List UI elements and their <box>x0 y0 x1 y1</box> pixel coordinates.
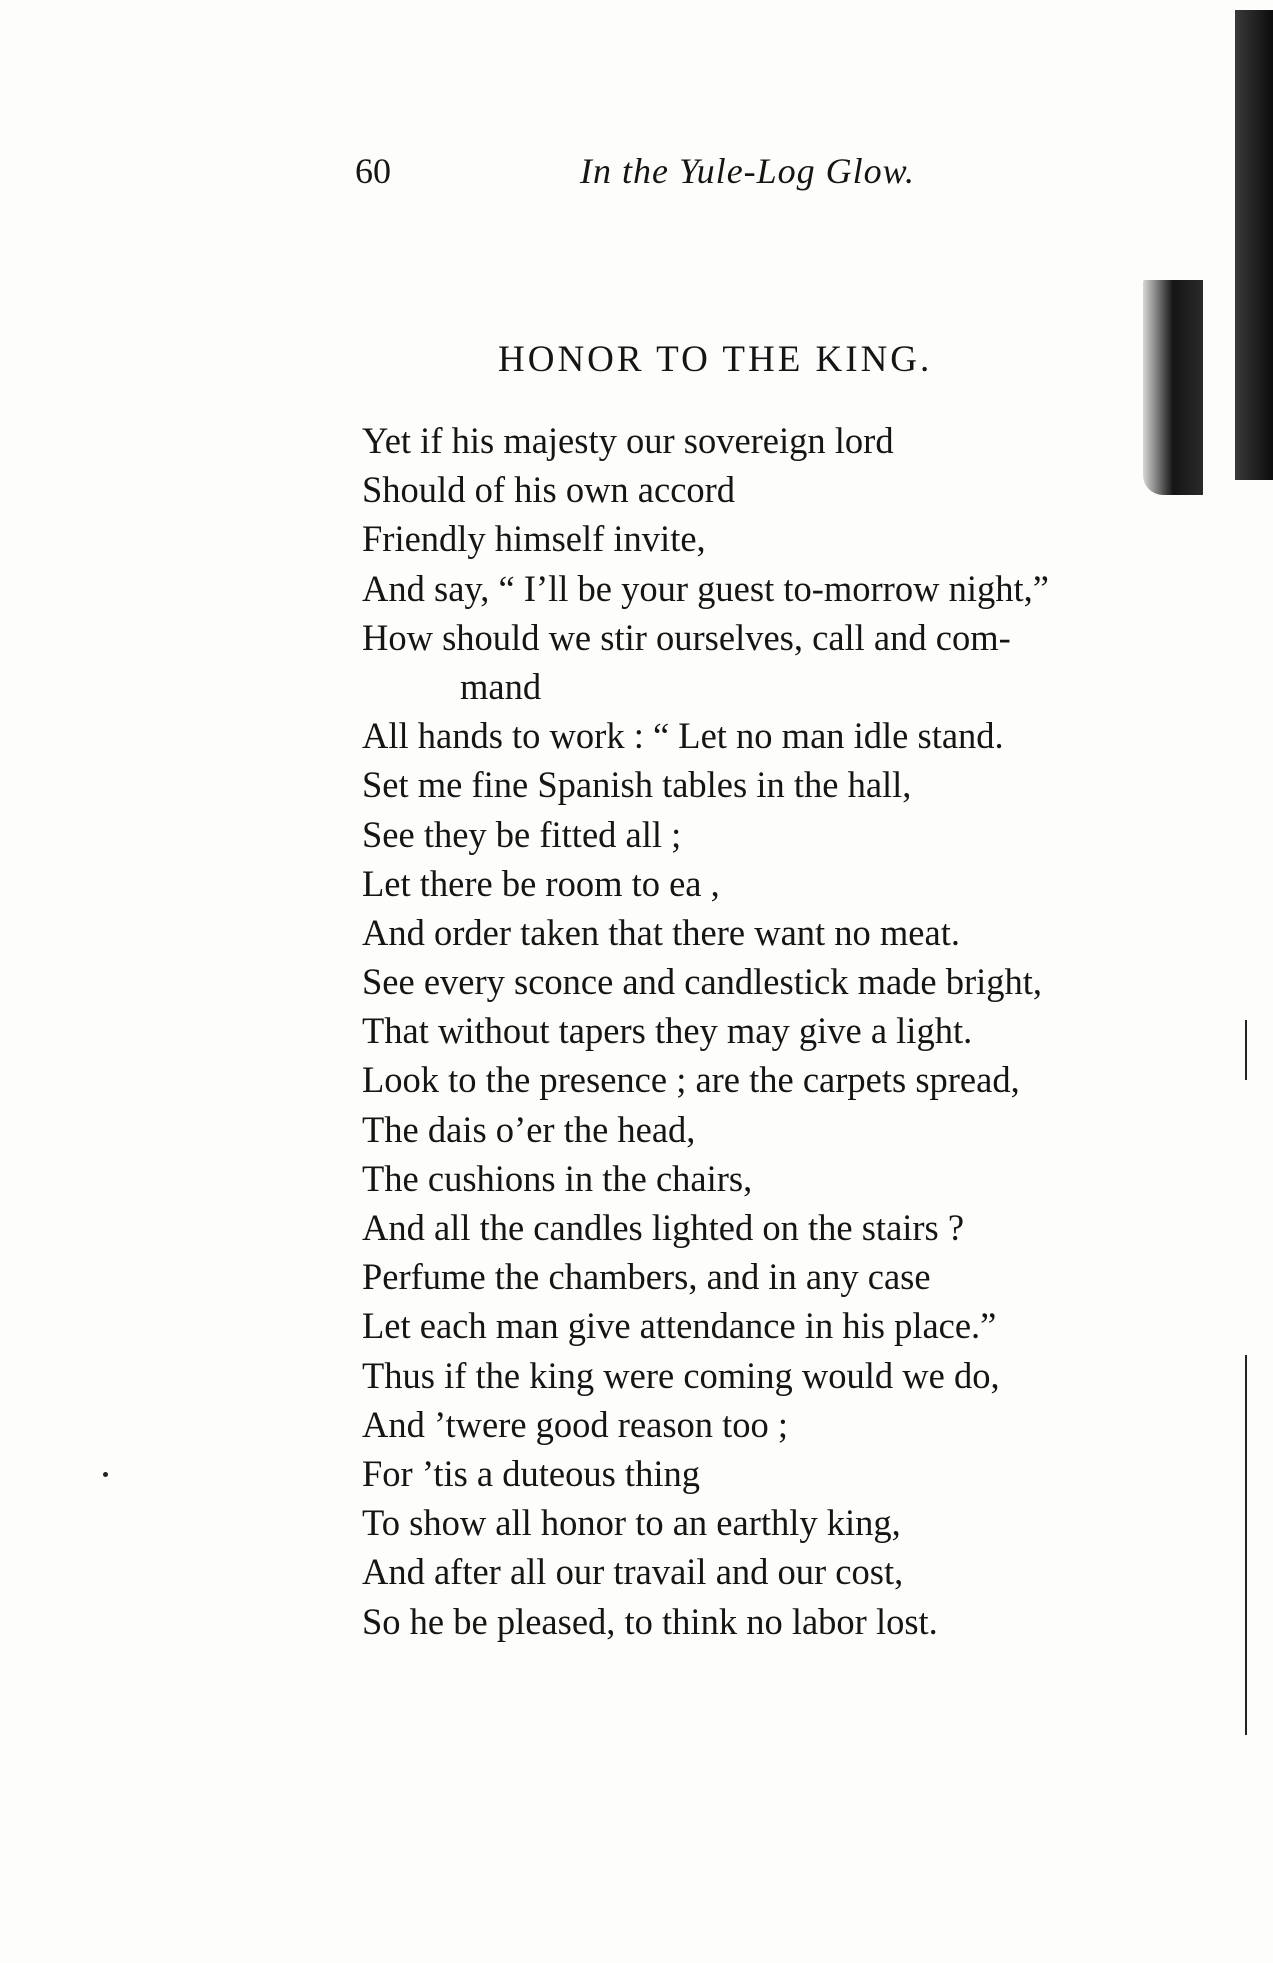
scan-edge-line <box>1245 1020 1247 1080</box>
poem-line: Let each man give attendance in his place.” <box>362 1305 997 1347</box>
poem-line: Should of his own accord <box>362 469 736 511</box>
running-head <box>355 150 995 200</box>
poem-line: Let there be room to ea , <box>362 862 720 904</box>
scan-edge-line <box>1245 1355 1247 1735</box>
poem-line: That without tapers they may give a light. <box>362 1010 973 1052</box>
poem-line: To show all honor to an earthly king, <box>362 1502 901 1544</box>
book-title: In the Yule-Log Glow. <box>580 151 916 191</box>
poem-line: And all the candles lighted on the stairs ? <box>362 1207 965 1248</box>
poem-title: HONOR TO THE KING. <box>498 339 933 380</box>
poem-body <box>362 416 1222 1646</box>
poem-line: Set me fine Spanish tables in the hall, <box>362 764 912 806</box>
poem-line: Look to the presence ; are the carpets spread, <box>362 1059 1020 1101</box>
poem-line: And ’twere good reason too ; <box>362 1403 789 1445</box>
scan-edge-shadow <box>1235 10 1273 480</box>
poem-line: And say, “ I’ll be your guest to-morrow night,” <box>362 567 1049 609</box>
poem-line: Yet if his majesty our sovereign lord <box>362 420 894 461</box>
page-number: 60 <box>355 151 391 191</box>
poem-line: So he be pleased, to think no labor lost. <box>362 1600 938 1642</box>
poem-line: And after all our travail and our cost, <box>362 1551 904 1593</box>
poem-line: See they be fitted all ; <box>362 813 682 855</box>
poem-line: The cushions in the chairs, <box>362 1157 753 1199</box>
poem-line: See every sconce and candlestick made bright, <box>362 961 1043 1003</box>
ink-speck <box>103 1472 108 1477</box>
poem-line: Friendly himself invite, <box>362 518 706 560</box>
poem-line-continuation: mand <box>460 665 542 707</box>
poem-line: All hands to work : “ Let no man idle stand. <box>362 715 1004 757</box>
poem-line: Perfume the chambers, and in any case <box>362 1256 931 1298</box>
poem-line: For ’tis a duteous thing <box>362 1452 700 1494</box>
poem-line: How should we stir ourselves, call and com- <box>362 616 1011 658</box>
poem-line: Thus if the king were coming would we do, <box>362 1354 1000 1396</box>
poem-line: The dais o’er the head, <box>362 1108 696 1150</box>
poem-line: And order taken that there want no meat. <box>362 911 960 953</box>
